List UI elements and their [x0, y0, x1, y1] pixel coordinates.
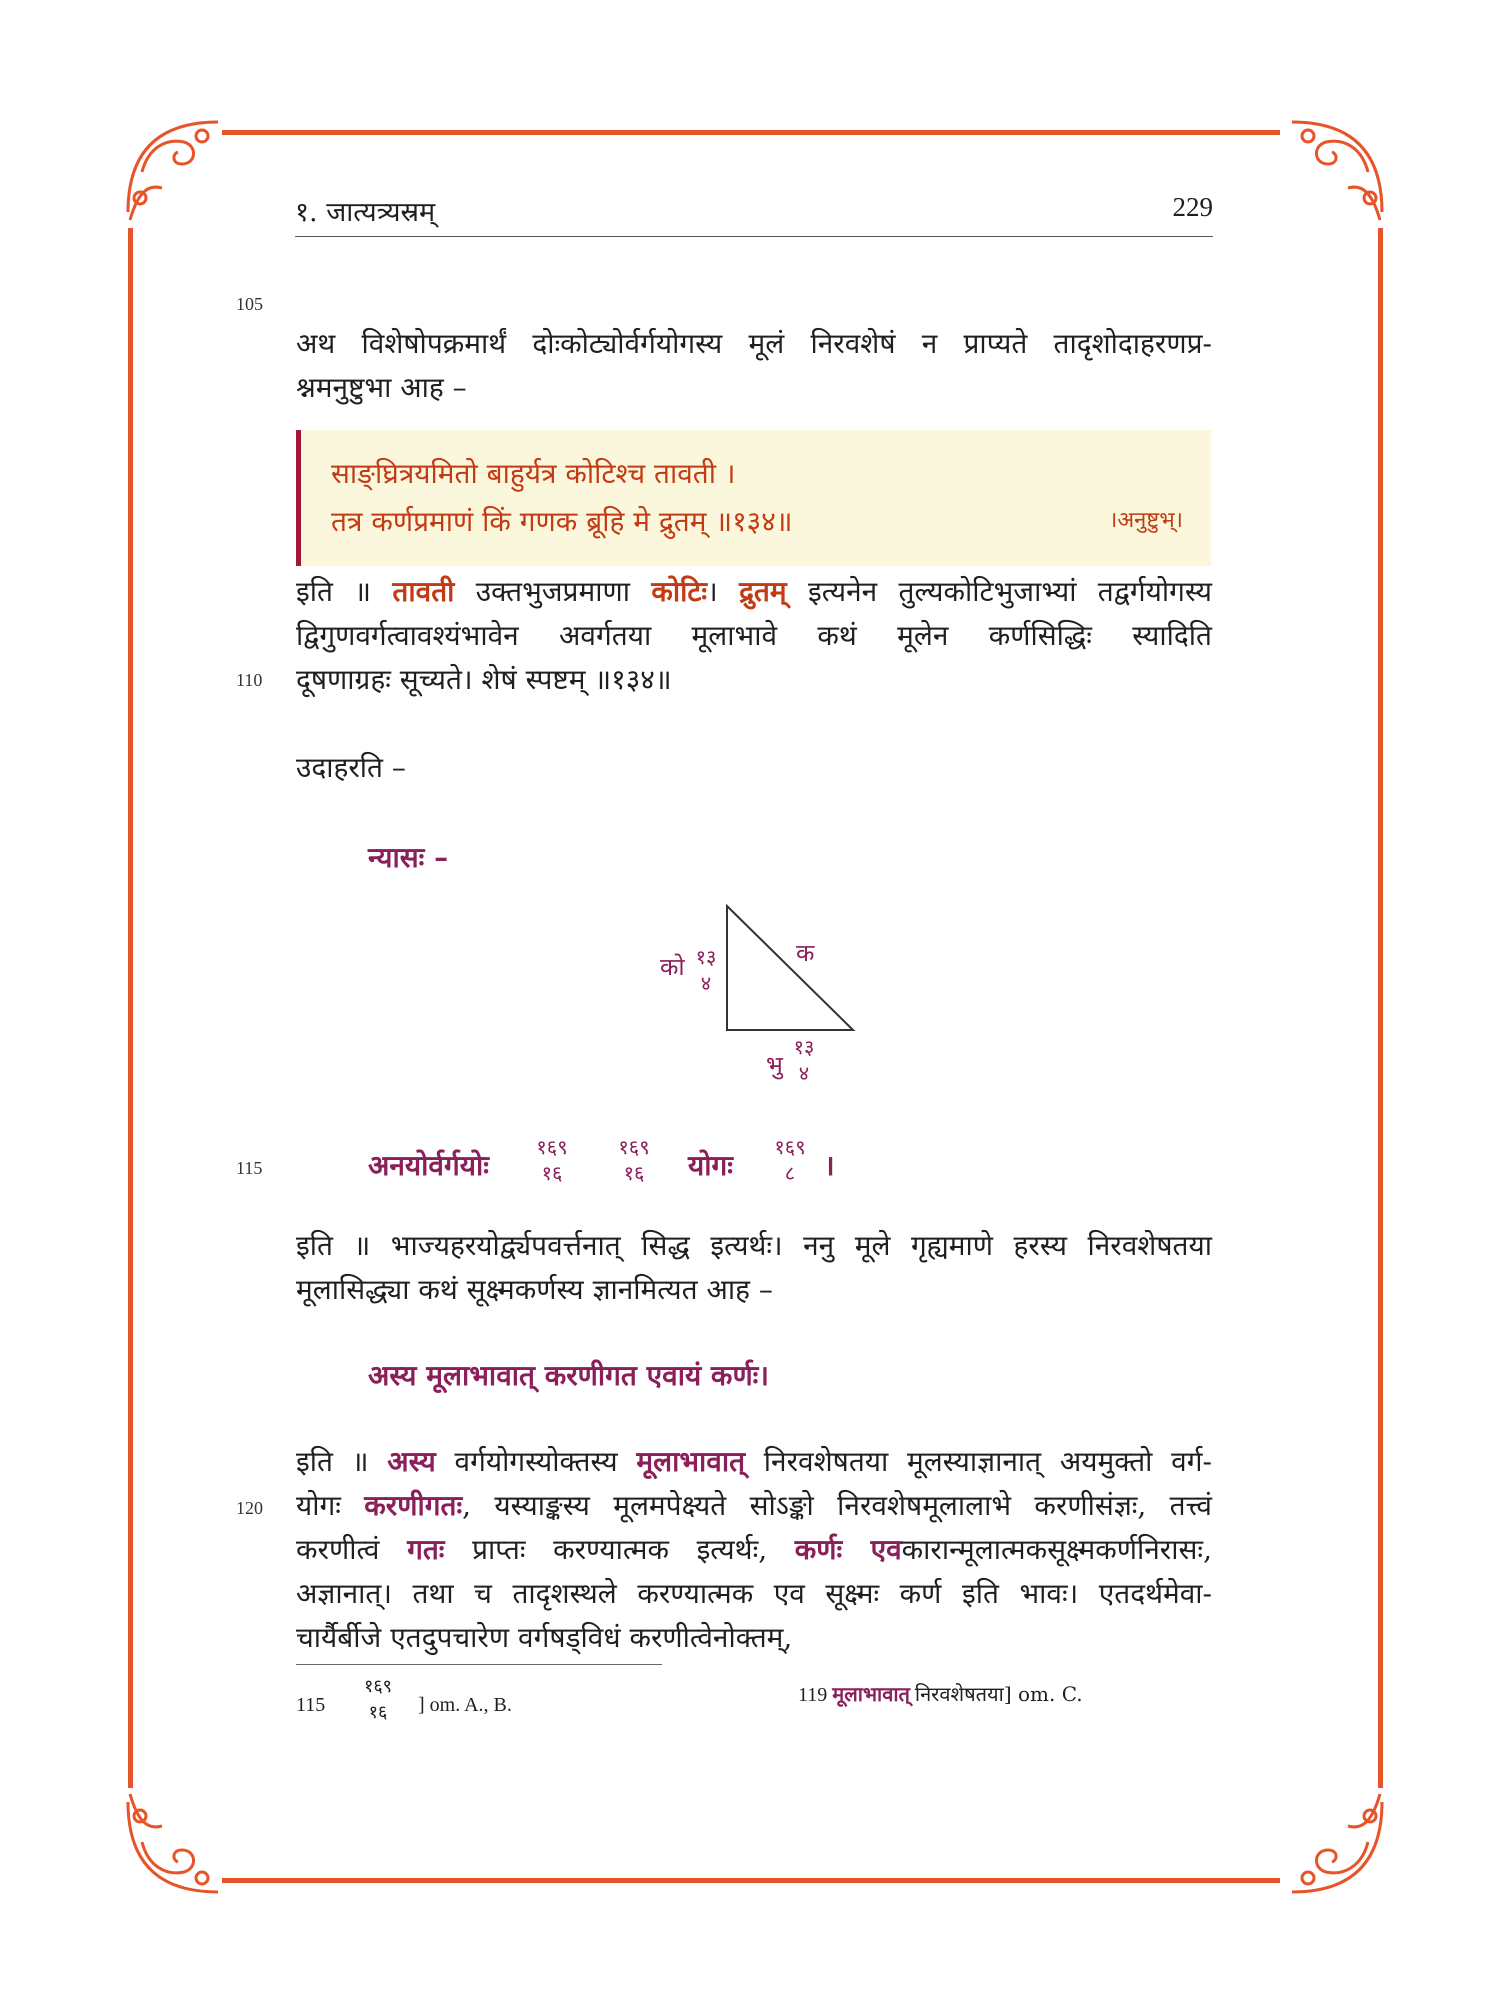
square-fraction-1: १६९ १६	[536, 1135, 568, 1185]
keyword-asya: अस्य	[387, 1445, 436, 1478]
corner-ornament-bottom-left	[118, 1784, 236, 1902]
footnote-left-line: 115	[296, 1694, 326, 1716]
corner-ornament-top-right	[1274, 112, 1392, 230]
commentary-3-line-4: अज्ञानात्। तथा च तादृशस्थले करण्यात्मक एव सूक्ष्मः कर्ण इति भावः। एतदर्थमेवा-	[296, 1577, 1212, 1610]
intro-paragraph	[296, 322, 1212, 410]
intro-line-2: श्नमनुष्टुभा आह –	[296, 371, 467, 404]
verse-block	[296, 430, 1211, 566]
commentary-2-line-2: मूलासिद्ध्या कथं सूक्ष्मकर्णस्य ज्ञानमित्यत आह –	[296, 1273, 773, 1306]
commentary-1-line-1: इति ॥ तावती उक्तभुजप्रमाणा कोटिः। द्रुतम् इत्यनेन तुल्यकोटिभुजाभ्यां तद्वर्गयोगस्य	[296, 575, 1213, 608]
running-header	[295, 192, 1213, 237]
triangle-diagram	[720, 900, 870, 1040]
bhuja-value: १३ ४	[793, 1035, 815, 1085]
sutra-line: अस्य मूलाभावात् करणीगत एवायं कर्णः।	[368, 1359, 769, 1392]
nyasah-heading: न्यासः –	[368, 841, 449, 874]
keyword-tavati: तावती	[392, 575, 455, 608]
commentary-3-line-5: चार्यैर्बीजे एतदुपचारेण वर्गषड्विधं करणीत्वेनोक्तम्,	[296, 1621, 793, 1654]
footnote-rule	[296, 1664, 662, 1665]
footnote-right: 119 मूलाभावात् निरवशेषतया] om. C.	[798, 1682, 1083, 1706]
frame-left-line	[128, 228, 133, 1788]
line-number-120: 120	[236, 1498, 263, 1518]
commentary-3-line-2: योगः करणीगतः, यस्याङ्कस्य मूलमपेक्ष्यते सोऽङ्को निरवशेषमूलालाभे करणीसंज्ञः, तत्त्वं	[296, 1489, 1212, 1522]
footnote-keyword: मूलाभावात्	[832, 1682, 910, 1706]
squares-danda: ।	[824, 1149, 835, 1182]
commentary-1-line-2: द्विगुणवर्गत्वावश्यंभावेन अवर्गतया मूलाभावे कथं मूलेन कर्णसिद्धिः स्यादिति	[296, 619, 1212, 652]
squares-label: अनयोर्वर्गयोः	[368, 1149, 489, 1182]
right-triangle	[727, 906, 853, 1030]
yoga-label: योगः	[688, 1149, 733, 1182]
commentary-paragraph-2	[296, 1224, 1212, 1312]
keyword-mulabhavat: मूलाभावात्	[636, 1445, 746, 1478]
square-fraction-2: १६९ १६	[618, 1135, 650, 1185]
keyword-gatah: गतः	[407, 1533, 445, 1566]
commentary-3-line-3: करणीत्वं गतः प्राप्तः करण्यात्मक इत्यर्थः, कर्णः एवकारान्मूलात्मकसूक्ष्मकर्णनिरासः,	[296, 1533, 1212, 1566]
meter-tag: ।अनुष्टुभ्।	[1108, 508, 1183, 533]
keyword-karnah-eva: कर्णः एव	[794, 1533, 902, 1566]
footnote-left-fraction: १६९ १६	[363, 1676, 393, 1723]
frame-bottom-line	[222, 1878, 1280, 1883]
frame-top-line	[222, 130, 1280, 135]
frame-right-line	[1378, 228, 1383, 1788]
commentary-1-line-3: दूषणाग्रहः सूच्यते। शेषं स्पष्टम् ॥१३४॥	[296, 663, 672, 696]
line-number-115: 115	[236, 1158, 263, 1178]
footnote-left-text: ] om. A., B.	[418, 1694, 512, 1716]
koti-value: १३ ४	[695, 945, 717, 995]
commentary-paragraph-1	[296, 570, 1212, 702]
intro-line-1: अथ विशेषोपक्रमार्थं दोःकोट्योर्वर्गयोगस्य मूलं निरवशेषं न प्राप्यते तादृशोदाहरणप्र-	[296, 327, 1212, 360]
corner-ornament-top-left	[118, 112, 236, 230]
sum-fraction: १६९ ८	[774, 1135, 806, 1185]
verse-line-2: तत्र कर्णप्रमाणं किं गणक ब्रूहि मे द्रुतम् ॥१३४॥	[331, 505, 793, 538]
keyword-kotih: कोटिः	[651, 575, 708, 608]
commentary-paragraph-3	[296, 1440, 1212, 1660]
commentary-2-line-1: इति ॥ भाज्यहरयोर्द्व्यपवर्त्तनात् सिद्ध इत्यर्थः। ननु मूले गृह्यमाणे हरस्य निरवशेषतया	[296, 1229, 1212, 1262]
verse-line-1: साङ्घ्रित्रयमितो बाहुर्यत्र कोटिश्च तावती ।	[331, 457, 736, 490]
corner-ornament-bottom-right	[1274, 1784, 1392, 1902]
keyword-drutam: द्रुतम्	[739, 575, 787, 608]
line-number-105: 105	[236, 294, 263, 314]
udaharati-line: उदाहरति –	[296, 751, 406, 784]
line-number-110: 110	[236, 670, 263, 690]
chapter-title: १. जात्यत्र्यस्रम्	[295, 197, 436, 228]
karna-label: क	[796, 939, 815, 967]
bhuja-label: भु	[766, 1051, 783, 1079]
page-number: 229	[1172, 192, 1213, 222]
commentary-3-line-1: इति ॥ अस्य वर्गयोगस्योक्तस्य मूलाभावात् निरवशेषतया मूलस्याज्ञानात् अयमुक्तो वर्ग-	[296, 1445, 1212, 1478]
keyword-karanigatah: करणीगतः	[364, 1489, 463, 1522]
koti-label: को	[660, 953, 685, 981]
